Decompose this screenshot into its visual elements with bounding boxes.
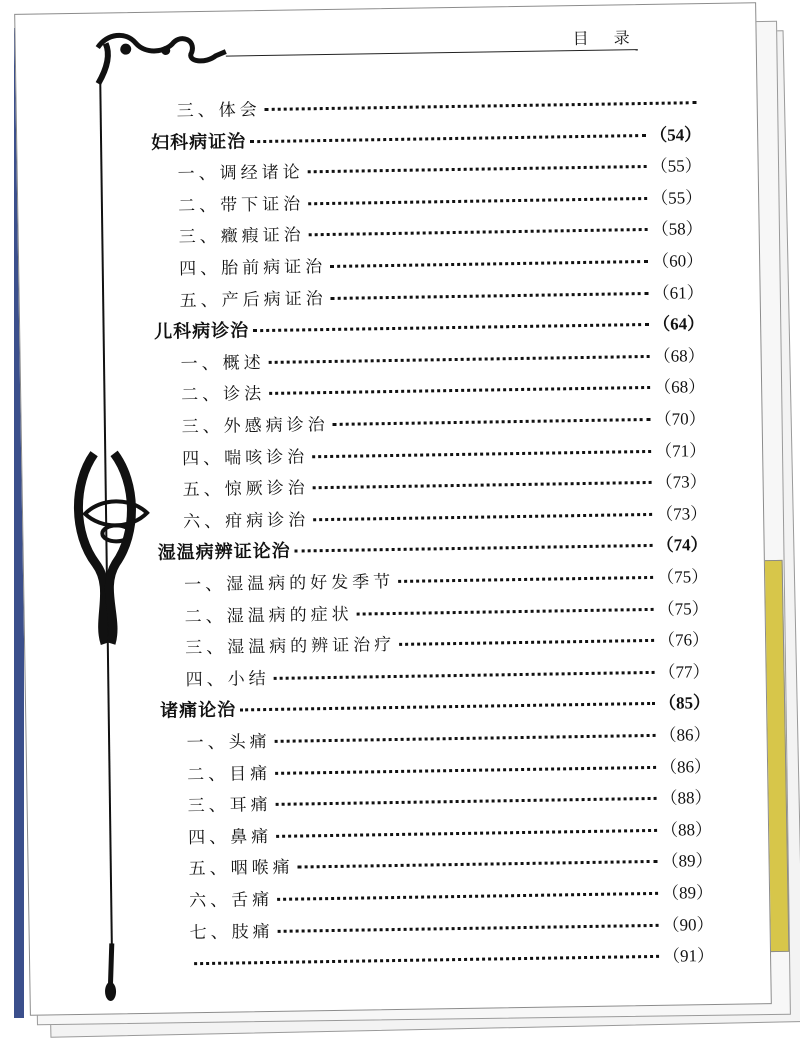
toc-entry-label: 一、调经诸论 — [177, 162, 304, 185]
toc-subsection-entry — [181, 345, 705, 375]
toc-trailing-page-number — [190, 945, 714, 975]
toc-entry-label: 三、耳痛 — [187, 795, 272, 817]
toc-dot-leader — [331, 292, 649, 300]
toc-entry-label: 二、带下证治 — [178, 194, 305, 217]
toc-entry-label: 儿科病诊治 — [154, 320, 250, 343]
toc-subsection-entry — [177, 92, 701, 122]
toc-page-number: （74） — [656, 535, 708, 556]
toc-subsection-entry — [184, 598, 708, 628]
toc-entry-label: 四、胎前病证治 — [179, 257, 327, 280]
toc-dot-leader — [274, 671, 655, 680]
toc-dot-leader — [308, 165, 647, 173]
toc-section-entry — [154, 313, 704, 344]
toc-dot-leader — [295, 544, 653, 553]
toc-dot-leader — [330, 260, 648, 268]
toc-entry-label: 一、湿温病的好发季节 — [184, 571, 395, 596]
toc-dot-leader — [308, 197, 647, 205]
toc-entry-label: 一、概述 — [180, 352, 265, 375]
toc-entry-label: 三、癥瘕证治 — [178, 225, 305, 248]
toc-entry-label: 一、头痛 — [186, 731, 271, 754]
toc-page-number: （68） — [653, 345, 705, 366]
toc-page-number: （64） — [652, 314, 705, 335]
toc-entry-label: 七、肢痛 — [189, 921, 274, 943]
toc-entry-label: 四、小结 — [185, 668, 270, 691]
toc-page-number: （55） — [651, 187, 703, 208]
toc-dot-leader — [194, 955, 659, 965]
toc-dot-leader — [265, 101, 697, 111]
toc-dot-leader — [240, 702, 655, 712]
toc-entry-label: 五、惊厥诊治 — [182, 478, 309, 501]
toc-subsection-entry — [178, 187, 702, 217]
toc-subsection-entry — [189, 882, 713, 912]
toc-entry-label: 六、舌痛 — [188, 889, 274, 912]
toc-dot-leader — [398, 576, 653, 583]
toc-page-number: （76） — [657, 630, 710, 651]
toc-dot-leader — [269, 386, 650, 395]
toc-subsection-entry — [179, 250, 703, 280]
toc-subsection-entry — [188, 850, 712, 880]
toc-page-number: （86） — [659, 725, 711, 745]
toc-dot-leader — [309, 228, 648, 236]
toc-subsection-entry — [183, 471, 707, 501]
toc-subsection-entry — [182, 408, 706, 438]
toc-entry-label: 四、鼻痛 — [187, 826, 273, 849]
toc-page-number: （60） — [651, 251, 704, 271]
toc-section-entry — [158, 534, 708, 565]
toc-page-number: （73） — [655, 472, 707, 493]
table-of-contents — [15, 3, 771, 1015]
toc-entry-label: 三、体会 — [176, 100, 261, 122]
toc-page-number: （91） — [662, 946, 715, 966]
toc-subsection-entry — [180, 282, 704, 312]
toc-subsection-entry — [185, 661, 709, 691]
toc-subsection-entry — [184, 566, 708, 596]
toc-page-number: （70） — [654, 409, 706, 429]
toc-page-number: （89） — [661, 883, 714, 903]
toc-dot-leader — [357, 608, 654, 616]
toc-page-number: （88） — [660, 788, 712, 809]
toc-dot-leader — [298, 860, 658, 869]
toc-subsection-entry — [178, 155, 702, 185]
toc-page-number: （71） — [654, 440, 707, 461]
toc-dot-leader — [276, 829, 657, 838]
toc-dot-leader — [269, 355, 650, 364]
toc-page-number: （77） — [658, 661, 710, 682]
toc-dot-leader — [313, 481, 652, 489]
toc-entry-label: 五、咽喉痛 — [188, 857, 294, 880]
toc-page — [14, 2, 772, 1016]
toc-entry-label: 三、湿温病的辨证治疗 — [185, 635, 396, 659]
toc-subsection-entry — [182, 440, 706, 470]
toc-page-number: （68） — [653, 377, 706, 398]
toc-page-number: （73） — [655, 503, 708, 524]
toc-page-number: （88） — [660, 819, 713, 840]
toc-dot-leader — [333, 418, 651, 426]
toc-subsection-entry — [179, 218, 703, 248]
toc-subsection-entry — [189, 914, 713, 944]
toc-subsection-entry — [181, 376, 705, 406]
toc-page-number: （90） — [662, 914, 714, 935]
toc-page-number: （58） — [651, 219, 703, 240]
page-header-title: 目 录 — [572, 28, 640, 49]
toc-entry-label: 二、目痛 — [186, 763, 272, 785]
toc-page-number: （89） — [661, 851, 713, 872]
toc-page-number: （75） — [656, 567, 709, 587]
toc-dot-leader — [250, 134, 646, 143]
toc-page-number: （85） — [658, 693, 711, 714]
toc-subsection-entry — [188, 819, 712, 849]
toc-entry-label: 六、疳病诊治 — [183, 510, 310, 533]
toc-dot-leader — [399, 639, 654, 646]
toc-entry-label: 四、喘咳诊治 — [182, 446, 309, 469]
toc-subsection-entry — [187, 756, 711, 786]
toc-section-entry — [151, 124, 701, 155]
toc-dot-leader — [276, 797, 657, 806]
toc-subsection-entry — [183, 503, 707, 533]
toc-entry-label: 湿温病辨证论治 — [157, 541, 291, 565]
toc-entry-label: 五、产后病证治 — [179, 288, 327, 311]
toc-page-number: （54） — [650, 124, 702, 145]
toc-page-number: （61） — [652, 282, 704, 303]
toc-page-number: （86） — [659, 756, 712, 777]
toc-dot-leader — [253, 323, 649, 332]
toc-entry-label: 诸痛论治 — [159, 699, 237, 723]
toc-dot-leader — [275, 734, 656, 743]
toc-page-number: （75） — [657, 598, 709, 619]
toc-entry-label: 二、湿温病的症状 — [184, 604, 353, 627]
toc-section-entry — [160, 692, 710, 723]
toc-subsection-entry — [186, 724, 710, 754]
toc-dot-leader — [277, 892, 658, 901]
toc-dot-leader — [275, 765, 656, 774]
toc-page-number: （55） — [650, 156, 702, 177]
toc-entry-label: 妇科病证治 — [151, 130, 247, 154]
toc-dot-leader — [313, 513, 652, 521]
toc-entry-label: 二、诊法 — [181, 384, 266, 406]
toc-dot-leader — [278, 923, 659, 932]
toc-subsection-entry — [187, 787, 711, 817]
toc-dot-leader — [312, 450, 651, 458]
toc-entry-label: 三、外感病诊治 — [181, 415, 329, 438]
toc-subsection-entry — [185, 629, 709, 659]
